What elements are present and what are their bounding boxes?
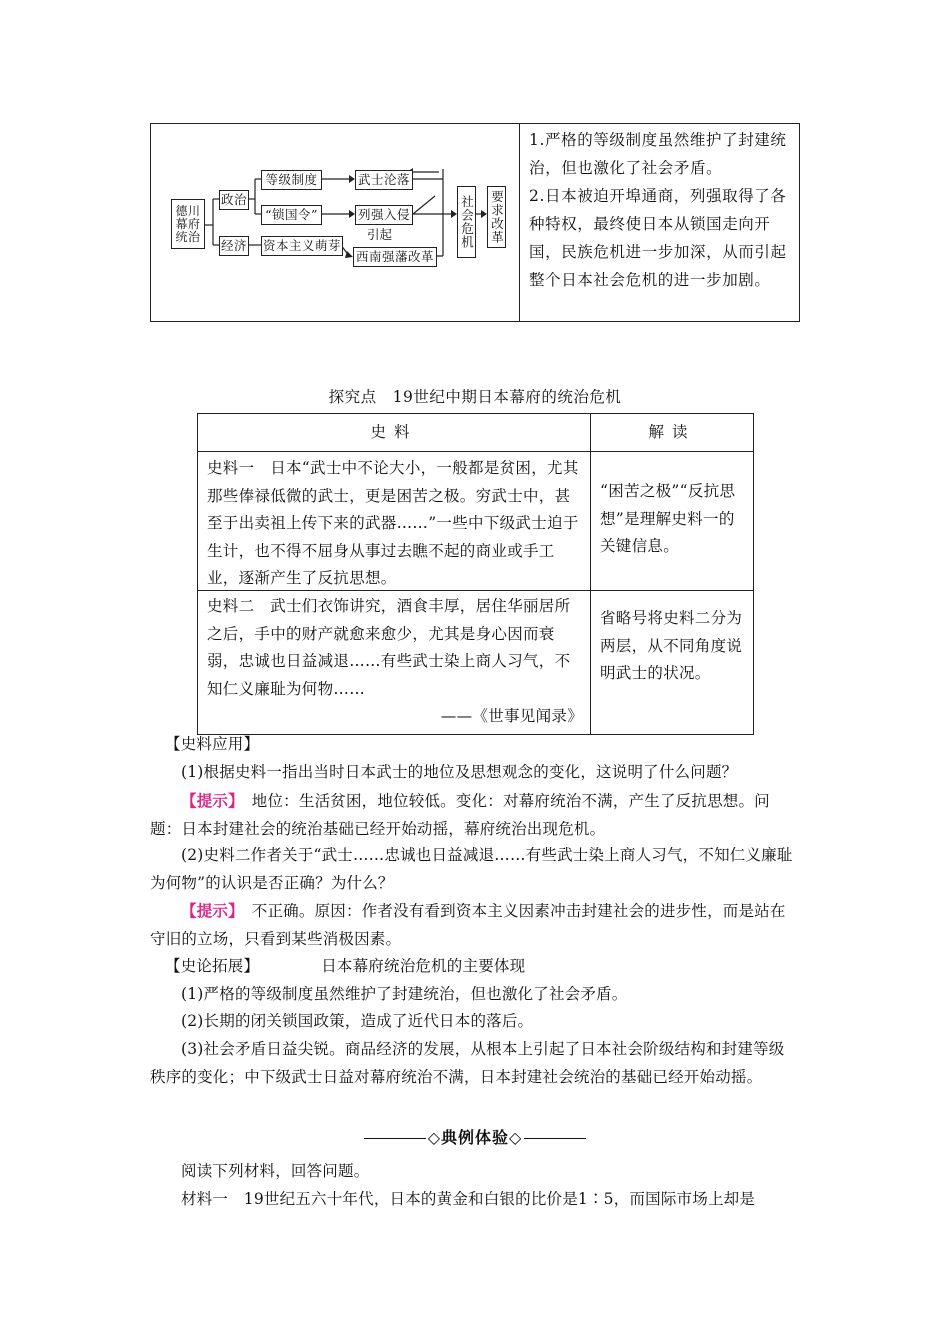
reading-cell-2: 省略号将史料二分为两层，从不同角度说明武士的状况。: [600, 609, 743, 682]
example-heading: [0, 1125, 950, 1148]
example-material-1: 材料一 19世纪五六十年代，日本的黄金和白银的比价是1∶5，而国际市场上却是: [181, 1190, 756, 1208]
extension-item: (2)长期的闭关锁国政策，造成了近代日本的落后。: [181, 1012, 534, 1030]
politics-label: 政治: [220, 192, 247, 207]
capitalism-label: 资本主义萌芽: [262, 238, 341, 253]
extension-title: 日本幕府统治危机的主要体现: [321, 957, 526, 975]
answer-2: [150, 897, 800, 953]
root-box: [171, 199, 205, 249]
samurai-decline-label: 武士沦落: [357, 172, 410, 187]
source-cell-1: 史料一 日本“武士中不论大小，一般都是贫困，尤其那些俸禄低微的武士，更是困苦之极。穷武士中，甚至于出卖祖上传下来的武器……”一些中下级武士迫于生计，也不得不屈身从事过去瞧不起的商业或手工业，逐渐产生了反抗思想。: [207, 459, 579, 587]
social-crisis-label: 社会危机: [459, 195, 475, 249]
answer-2-text: 不正确。原因：作者没有看到资本主义因素冲击封建社会的进步性，而是站在守旧的立场，只看到某些消极因素。: [150, 902, 786, 948]
example-heading-text: ◇典例体验◇: [427, 1128, 523, 1147]
application-heading: 【史料应用】: [165, 735, 260, 753]
southwest-reform-label: 西南强藩改革: [355, 249, 434, 264]
answer-1-text: 地位：生活贫困，地位较低。变化：对幕府统治不满，产生了反抗思想。问题：日本封建社会的统治基础已经开始动摇，幕府统治出现危机。: [150, 792, 770, 838]
summary-note: 2.日本被迫开埠通商，列强取得了各种特权，最终使日本从锁国走向开国，民族危机进一步加深，从而引起整个日本社会危机的进一步加剧。: [529, 187, 787, 289]
question-1: (1)根据史料一指出当时日本武士的地位及思想观念的变化，这说明了什么问题？: [181, 763, 738, 781]
social-crisis-box: [457, 186, 476, 258]
hierarchy-box: [261, 170, 322, 190]
capitalism-box: [261, 236, 343, 256]
extension-heading-line: [165, 953, 815, 981]
header-source: 史料: [370, 423, 418, 441]
powers-invade-label: 列强入侵: [357, 207, 410, 222]
reading-cell-1: “困苦之极”“反抗思想”是理解史料一的关键信息。: [600, 482, 736, 555]
extension-item: (1)严格的等级制度虽然维护了封建统治，但也激化了社会矛盾。: [181, 985, 628, 1003]
southwest-reform-box: [353, 247, 437, 267]
hint-label: 【提示】: [181, 791, 237, 810]
extension-item: (3)社会矛盾日益尖锐。商品经济的发展，从根本上引起了日本社会阶级结构和封建等级秩序的变化；中下级武士日益对幕府统治不满，日本封建社会统治的基础已经开始动摇。: [150, 1040, 785, 1086]
demand-reform-label: 要求改革: [489, 190, 505, 244]
source-table: [197, 413, 754, 735]
hierarchy-label: 等级制度: [265, 172, 318, 187]
header-reading: 解读: [648, 423, 696, 441]
politics-box: [219, 190, 249, 210]
section-title: 探究点 19世纪中期日本幕府的统治危机: [328, 388, 622, 406]
source-cell-2: 史料二 武士们衣饰讲究，酒食丰厚，居住华丽居所之后，手中的财产就愈来愈少，尤其是身心因而衰弱，忠诚也日益减退……有些武士染上商人习气，不知仁义廉耻为何物……: [207, 597, 571, 698]
seclusion-label: “锁国令”: [265, 207, 318, 222]
powers-invade-box: [355, 205, 413, 225]
summary-note: 1.严格的等级制度虽然维护了封建统治，但也激化了社会矛盾。: [529, 131, 787, 177]
table-col-divider: [590, 414, 591, 734]
demand-reform-box: [487, 186, 506, 248]
heading-rule-right: [524, 1138, 586, 1139]
crisis-diagram: [151, 124, 519, 321]
samurai-decline-box: [355, 170, 413, 190]
summary-notes: [529, 126, 791, 294]
box-divider: [519, 124, 520, 321]
root-label: 德川幕府统治: [175, 203, 201, 244]
summary-box: [150, 123, 800, 322]
question-2: (2)史料二作者关于“武士……忠诚也日益减退……有些武士染上商人习气，不知仁义廉耻为何物”的认识是否正确？为什么？: [150, 846, 793, 892]
extension-heading: 【史论拓展】: [165, 957, 260, 975]
hint-label: 【提示】: [181, 901, 237, 920]
table-header-divider: [198, 451, 753, 452]
caused-label: 引起: [367, 227, 393, 242]
example-intro: 阅读下列材料，回答问题。: [181, 1162, 370, 1180]
answer-1: [150, 787, 800, 843]
source-citation: ——《世事见闻录》: [440, 707, 583, 725]
heading-rule-left: [364, 1138, 426, 1139]
economy-box: [219, 236, 249, 256]
economy-label: 经济: [220, 238, 247, 253]
seclusion-box: [261, 205, 322, 225]
